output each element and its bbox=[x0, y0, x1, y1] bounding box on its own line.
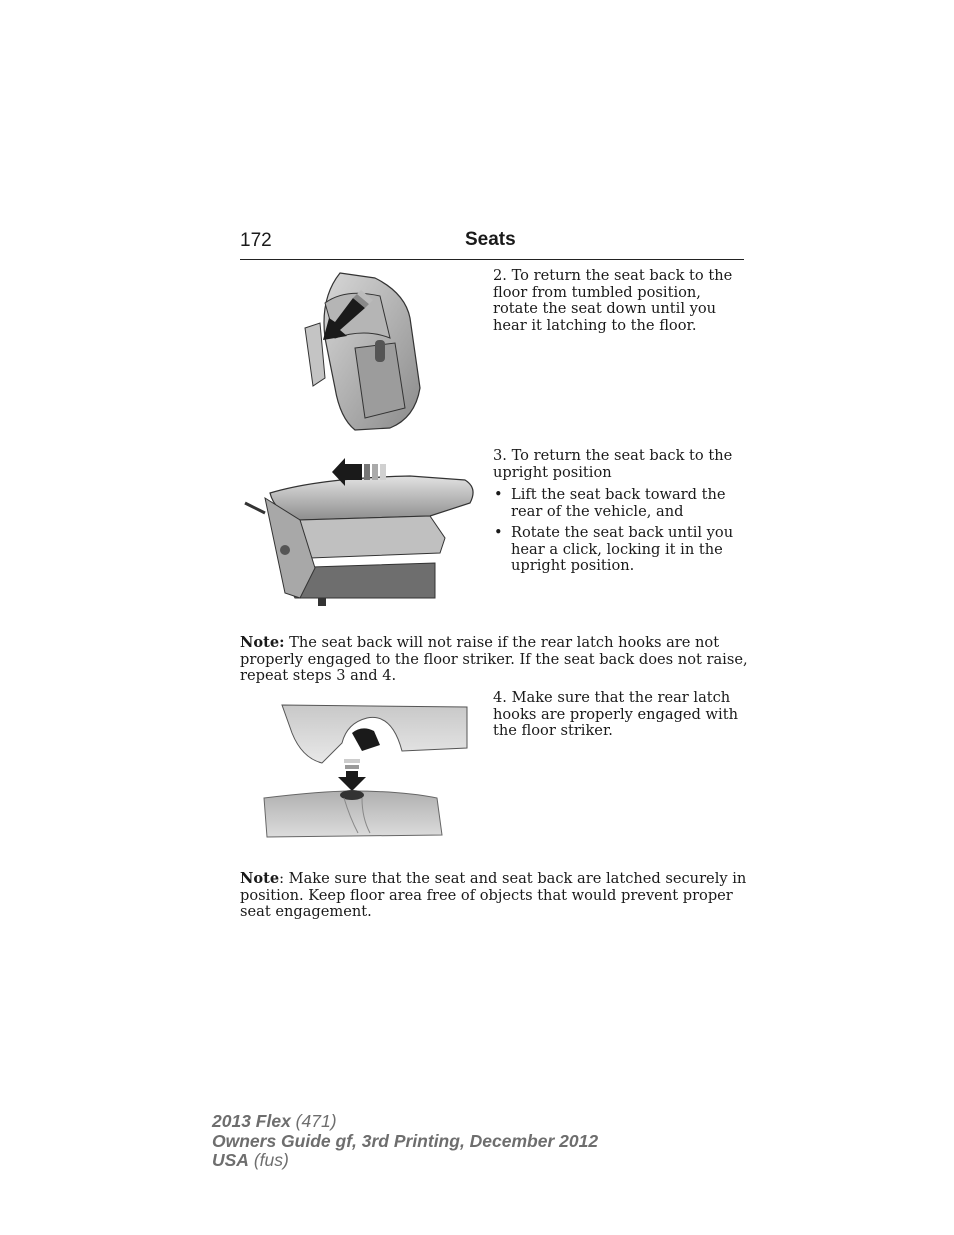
footer-market-code: (fus) bbox=[248, 1150, 289, 1170]
bullet-text: Rotate the seat back until you hear a click, locking it in the upright position. bbox=[511, 524, 734, 574]
step-4-text: 4. Make sure that the rear latch hooks are properly engaged with the floor striker. bbox=[493, 689, 738, 739]
folded-seat-illustration bbox=[240, 458, 480, 608]
document-footer bbox=[212, 1112, 598, 1171]
bullet-text: Lift the seat back toward the rear of the vehicle, and bbox=[511, 486, 726, 520]
step-2-text: 2. To return the seat back to the floor from tumbled position, rotate the seat down until you hear it latching to the floor. bbox=[493, 267, 733, 334]
section-title: Seats bbox=[465, 229, 516, 250]
bullet-glyph: • bbox=[494, 486, 503, 503]
footer-market: USA bbox=[212, 1150, 249, 1170]
bullet-item bbox=[493, 525, 748, 575]
footer-line-3 bbox=[212, 1151, 598, 1171]
note-2 bbox=[240, 871, 750, 921]
note-1-label: Note: bbox=[240, 634, 285, 651]
note-1-text: The seat back will not raise if the rear latch hooks are not properly engaged to the floor striker. If the seat back does not raise, repeat steps 3 and 4. bbox=[240, 634, 748, 684]
latch-striker-illustration bbox=[262, 703, 470, 841]
note-1 bbox=[240, 635, 750, 685]
footer-line-1 bbox=[212, 1112, 598, 1132]
footer-printing: Owners Guide gf, 3rd Printing, December 2012 bbox=[212, 1130, 599, 1151]
footer-model: 2013 Flex bbox=[212, 1111, 291, 1131]
bullet-glyph: • bbox=[494, 524, 503, 541]
bullet-item bbox=[493, 487, 748, 520]
step-3-bullet-list bbox=[493, 487, 748, 580]
tumbled-seat-illustration bbox=[295, 268, 425, 433]
footer-line-2 bbox=[212, 1132, 598, 1152]
note-2-text: : Make sure that the seat and seat back are latched securely in position. Keep floor area free of objects that would prevent proper seat engagement. bbox=[240, 870, 747, 920]
header-rule bbox=[240, 259, 744, 260]
footer-model-code: (471) bbox=[290, 1111, 337, 1131]
page-number: 172 bbox=[240, 230, 272, 251]
step-3-text: 3. To return the seat back to the upright position bbox=[493, 447, 733, 481]
note-2-label: Note bbox=[240, 870, 280, 887]
